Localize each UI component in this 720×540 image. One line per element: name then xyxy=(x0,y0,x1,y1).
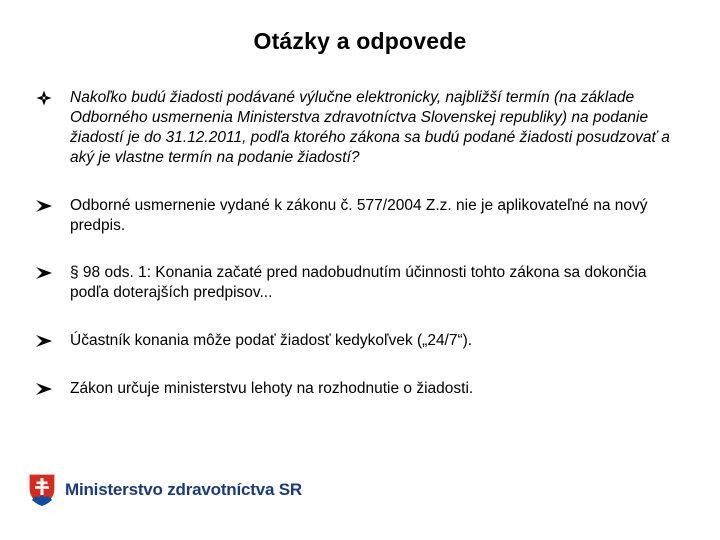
answer-text: Účastník konania môže podať žiadosť kedykoľvek („24/7“). xyxy=(70,332,473,349)
arrow-bullet-icon xyxy=(36,332,58,350)
ministry-name: Ministerstvo zdravotníctva SR xyxy=(65,480,302,499)
answer-text: Zákon určuje ministerstvu lehoty na rozhodnutie o žiadosti. xyxy=(70,380,474,397)
list-item-question xyxy=(36,88,686,168)
ministry-logo xyxy=(27,472,302,508)
list-item-answer xyxy=(36,331,686,351)
arrow-bullet-icon xyxy=(36,264,58,282)
diamond-bullet-icon xyxy=(36,89,58,107)
answer-text: § 98 ods. 1: Konania začaté pred nadobudnutím účinnosti tohto zákona sa dokončia podľa doterajších predpisov... xyxy=(70,264,647,301)
answer-text: Odborné usmernenie vydané k zákonu č. 577/2004 Z.z. nie je aplikovateľné na nový predpis. xyxy=(70,197,648,234)
arrow-bullet-icon xyxy=(36,380,58,398)
bullet-list xyxy=(36,88,686,399)
list-item-answer xyxy=(36,379,686,399)
question-text: Nakoľko budú žiadosti podávané výlučne elektronicky, najbližší termín (na základe Odborného usmernenia Ministerstva zdravotníctva Slovenskej republiky) na podanie žiadostí je do 31.12.2011, podľa ktorého zákona sa budú podané žiadosti posudzovať a aký je vlastne termín na podanie žiadostí? xyxy=(70,89,670,166)
arrow-bullet-icon xyxy=(36,197,58,215)
slide-title: Otázky a odpovede xyxy=(253,28,467,54)
list-item-answer xyxy=(36,263,686,303)
list-item-answer xyxy=(36,196,686,236)
slovak-emblem-icon xyxy=(27,473,57,507)
